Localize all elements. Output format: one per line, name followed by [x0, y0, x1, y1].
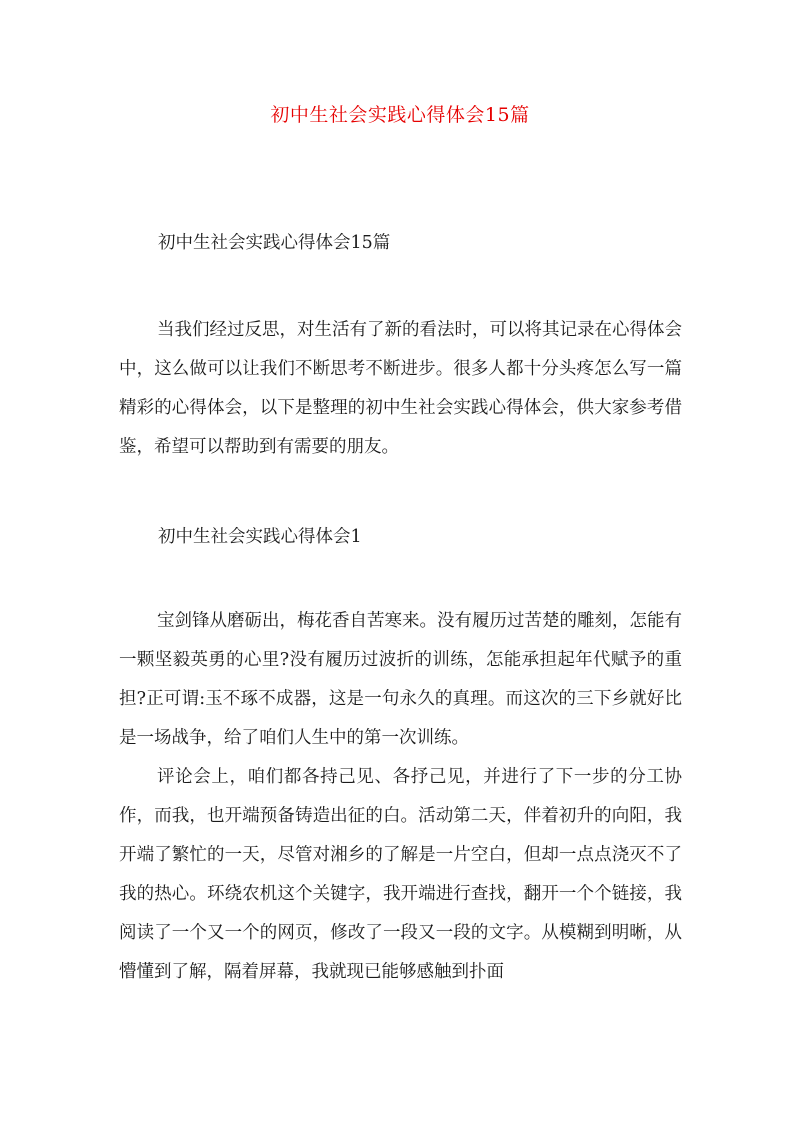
intro-paragraph: 当我们经过反思，对生活有了新的看法时，可以将其记录在心得体会中，这么做可以让我们不断思考不断进步。很多人都十分头疼怎么写一篇精彩的心得体会，以下是整理的初中生社会实践心得体会，供大家参考借鉴，希望可以帮助到有需要的朋友。 — [119, 320, 682, 457]
document-title: 初中生社会实践心得体会15篇 — [270, 104, 530, 126]
section1-paragraph-2: 评论会上，咱们都各持己见、各抒己见，并进行了下一步的分工协作，而我，也开端预备铸造出征的白。活动第二天，伴着初升的向阳，我开端了繁忙的一天，尽管对湘乡的了解是一片空白，但却一点点浇灭不了我的热心。环绕农机这个关键字，我开端进行查找，翻开一个个链接，我阅读了一个又一个的网页，修改了一段又一段的文字。从模糊到明晰，从懵懂到了解，隔着屏幕，我就现已能够感触到扑面 — [119, 767, 682, 982]
document-subtitle: 初中生社会实践心得体会15篇 — [158, 233, 391, 253]
section1-paragraph-1: 宝剑锋从磨砺出，梅花香自苦寒来。没有履历过苦楚的雕刻，怎能有一颗坚毅英勇的心里?没有履历过波折的训练，怎能承担起年代赋予的重担?正可谓:玉不琢不成器，这是一句永久的真理。而这次的三下乡就好比是一场战争，给了咱们人生中的第一次训练。 — [119, 611, 682, 748]
section-heading-1: 初中生社会实践心得体会1 — [158, 527, 362, 547]
